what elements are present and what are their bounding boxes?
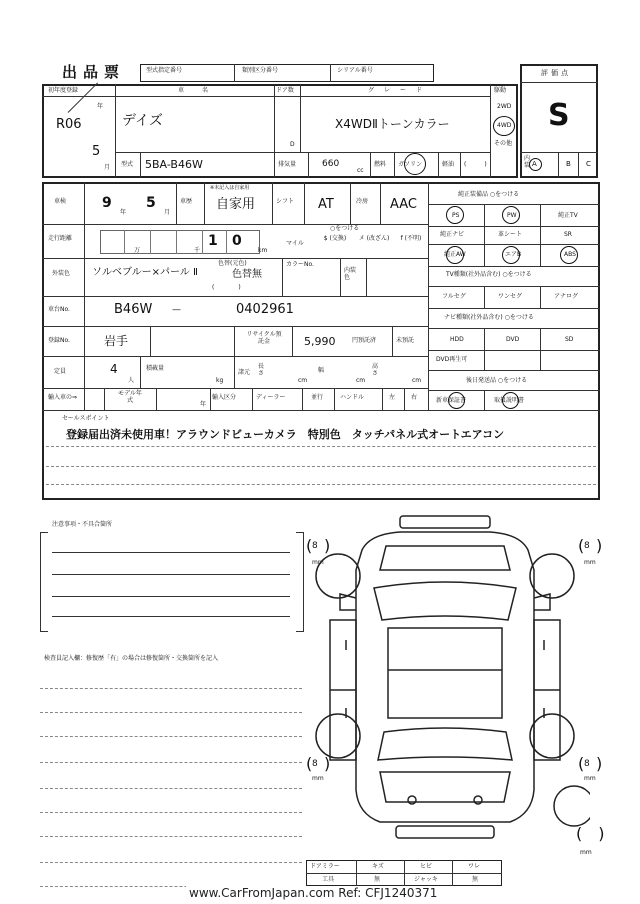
inspection-month: 5 [146,195,156,211]
genuine-aw: 純正AW [444,251,466,258]
tread-front-left: 8 [312,541,318,551]
remarks-area [40,532,304,632]
tv-oneseg: ワンセグ [498,293,523,300]
navi-dvd-playback: DVD再生可 [436,356,468,363]
tread-front-right: 8 [584,541,590,551]
sales-point-text: 登録届出済未使用車！アラウンドビューカメラ 特別色 タッチパネル式オートエアコン [66,428,505,441]
displacement-value: 660 [322,159,340,169]
model-year-unit: 年 [200,401,207,408]
tv-analog: アナログ [554,293,579,300]
diesel-paren: ( ) [464,161,487,168]
load-unit: kg [216,377,224,384]
first-reg-month: 5 [92,144,101,159]
displacement-label: 排気量 [278,161,297,168]
tread-rr-unit: mm [584,775,596,782]
tread-rl-unit: mm [312,775,324,782]
meter-circle-note: ○をつける [330,225,360,232]
drive-label: 駆動 [494,87,507,94]
remarks-label: 注意事項・不具合箇所 [52,521,113,528]
chassis-number: 0402961 [236,302,294,317]
meter-option-unknown: f (不明) [400,235,422,242]
legend-tools: 工具 [322,876,335,883]
capacity-unit: 人 [128,377,135,384]
parallel-label: 並行 [311,394,324,401]
navi-hdd: HDD [450,336,464,343]
tread-rear-right: 8 [584,759,590,769]
length-unit: cm [298,377,308,384]
inspection-year-unit: 年 [120,209,127,216]
chassis-prefix: B46W [114,302,153,317]
width-unit: cm [356,377,366,384]
genuine-leather: 革シート [498,231,523,238]
first-reg-year-unit: 年 [97,103,104,110]
later-warranty: 新車保証書 [436,397,467,404]
drive-2wd: 2WD [497,103,512,110]
fuel-value: ガソリン [398,161,423,168]
rating-value: S [548,98,570,133]
grade-label: グレード [368,87,433,94]
car-name-value: デイズ [122,113,163,129]
color-change-value: 色替無 [232,269,262,280]
displacement-unit: cc [357,167,364,174]
legend-mirror: ドアミラー [310,863,340,870]
tread-fr-unit: mm [584,559,596,566]
tv-fullseg: フルセグ [442,293,466,300]
fuel-gasoline-circle [404,153,426,175]
recycle-pending: 未預託 [396,337,415,344]
legend-break: ワレ [468,863,481,870]
genuine-abs: ABS [564,251,576,258]
mileage-label: 走行距離 [48,235,73,242]
genuine-aw-circle [446,246,464,264]
model-value: 5BA-B46W [145,158,203,171]
inspection-month-unit: 月 [164,209,171,216]
ext-color-label: 外装色 [52,270,71,277]
model-year-label: モデル年式 [118,390,142,404]
shift-label: シフト [276,198,295,205]
mile-label: マイル [286,240,304,247]
legend-jack-value: 無 [472,876,479,883]
genuine-navi: 純正ナビ [440,231,465,238]
recycle-unit: 円預託済 [352,337,377,344]
meter-option-exchange: $ (交換) [323,235,347,242]
color-change-label: 色替(元色) [218,260,247,267]
length-label: 長さ [258,363,265,377]
chassis-label: 車台No. [48,306,70,313]
dims-label: 諸元 [238,369,251,376]
genuine-airbag: エアB [505,251,522,258]
car-damage-diagram [300,510,590,850]
car-name-label: 車名 [178,87,227,94]
history-label: 車歴 [180,198,193,205]
reg-no-value: 岩手 [104,334,129,348]
import-class-label: 輸入区分 [212,394,237,401]
ext-color-value: ソルベブルー×パール Ⅱ [92,267,198,278]
fuel-label: 燃料 [374,161,387,168]
first-reg-era-year: R06 [56,117,82,132]
mileage-km-unit: km [258,247,268,254]
capacity-label: 定員 [54,368,67,375]
recycle-label: リサイクル預託金 [246,331,282,346]
dealer-label: ディーラー [256,394,286,401]
meter-option-tampered: メ (改ざん) [358,235,390,242]
genuine-airbag-circle [502,246,520,264]
genuine-title: 純正装備品 ○をつける [458,191,520,198]
doors-label: ドア数 [276,87,294,94]
reg-no-label: 登録No. [48,337,70,344]
rating-label: 評価点 [541,69,571,77]
legend-crack: ヒビ [420,863,433,870]
tread-rl-bracket: ( [306,754,313,773]
handle-label: ハンドル [340,394,365,401]
first-reg-month-unit: 月 [104,164,111,171]
genuine-sr: SR [564,231,572,238]
unrecorded-note: ※未記入は自家用 [210,185,250,191]
class-no-label: 類別区分番号 [242,67,279,74]
genuine-pw-circle [502,206,520,224]
chassis-dash: — [172,305,181,315]
tread-rear-left: 8 [312,759,318,769]
genuine-pw: PW [507,212,517,219]
mileage-digit-6: 0 [232,233,242,249]
color-no-label: カラーNo. [286,261,314,268]
tread-fl-bracket: ( [306,536,313,555]
watermark: www.CarFromJapan.com Ref: CFJ1240371 [186,886,440,900]
height-unit: cm [412,377,422,384]
recycle-value: 5,990 [304,335,336,348]
serial-no-label: シリアル番号 [337,67,373,74]
later-manual-circle [502,392,519,409]
navi-sd: SD [565,336,574,343]
ac-value: AAC [390,197,417,212]
color-change-paren: ( ) [212,284,241,291]
genuine-abs-circle [560,246,578,264]
tread-fr-bracket: ( [578,536,585,555]
handle-left: 左 [389,394,396,401]
tread-fl-unit: mm [312,559,324,566]
interior-label: 内装 [524,155,531,169]
navi-title: ナビ種類(社外品含む) ○をつける [444,314,534,321]
legend-scratch: キズ [372,863,384,870]
inspection-year: 9 [102,195,112,211]
width-label: 幅 [318,367,325,374]
interior-grade-a: A [532,160,537,168]
handle-right: 右 [411,394,418,401]
later-manual: 取扱説明書 [494,397,525,404]
inspection-label: 車検 [54,198,67,205]
genuine-ps: PS [452,212,460,219]
legend-jack: ジャッキ [414,876,438,883]
tread-spare-bracket: ( ) [576,824,605,843]
drive-4wd: 4WD [497,122,512,129]
interior-grade-c: C [586,160,591,168]
first-reg-label: 初年度登録 [48,87,79,94]
interior-grade-b: B [566,160,571,168]
tread-rr-bracket-r: ) [596,754,603,773]
header-id-strip [140,64,434,82]
genuine-ps-circle [446,206,464,224]
mileage-digit-5: 1 [208,233,218,249]
mileage-man-unit: 万 [134,247,141,254]
doors-value: D [290,141,295,148]
later-title: 後日発送品 ○をつける [466,377,528,384]
tread-spare-unit: mm [580,849,592,856]
tread-fr-bracket-r: ) [596,536,603,555]
load-label: 積載量 [146,365,165,372]
genuine-tv: 純正TV [558,212,578,219]
tv-title: TV種類(社外品含む) ○をつける [446,271,532,278]
history-value: 自家用 [216,197,256,212]
sales-point-label: セールスポイント [62,415,110,422]
navi-dvd: DVD [506,336,520,343]
tread-rl-bracket-r: ) [324,754,331,773]
diesel-label: 軽油 [442,161,455,168]
int-color-label: 内装色 [344,267,357,281]
later-warranty-circle [448,392,465,409]
model-cert-no-label: 型式指定番号 [146,67,183,74]
import-label: 輸入車の⇒ [48,394,78,401]
ac-label: 冷房 [356,198,369,205]
tread-fl-bracket-r: ) [324,536,331,555]
capacity-value: 4 [110,362,118,376]
grade-value: X4WDⅡトーンカラー [335,117,450,131]
shift-value: AT [318,197,334,212]
model-label: 型式 [121,161,134,168]
tread-rr-bracket: ( [578,754,585,773]
mileage-sen-unit: 千 [194,247,201,254]
legend-tools-value: 無 [374,876,381,883]
sheet-title: 出品票 [62,63,126,81]
height-label: 高さ [372,363,379,377]
drive-other: その他 [494,140,513,147]
inspector-label: 検査員記入欄：修復歴「有」の場合は修復箇所・交換箇所を記入 [44,655,219,662]
